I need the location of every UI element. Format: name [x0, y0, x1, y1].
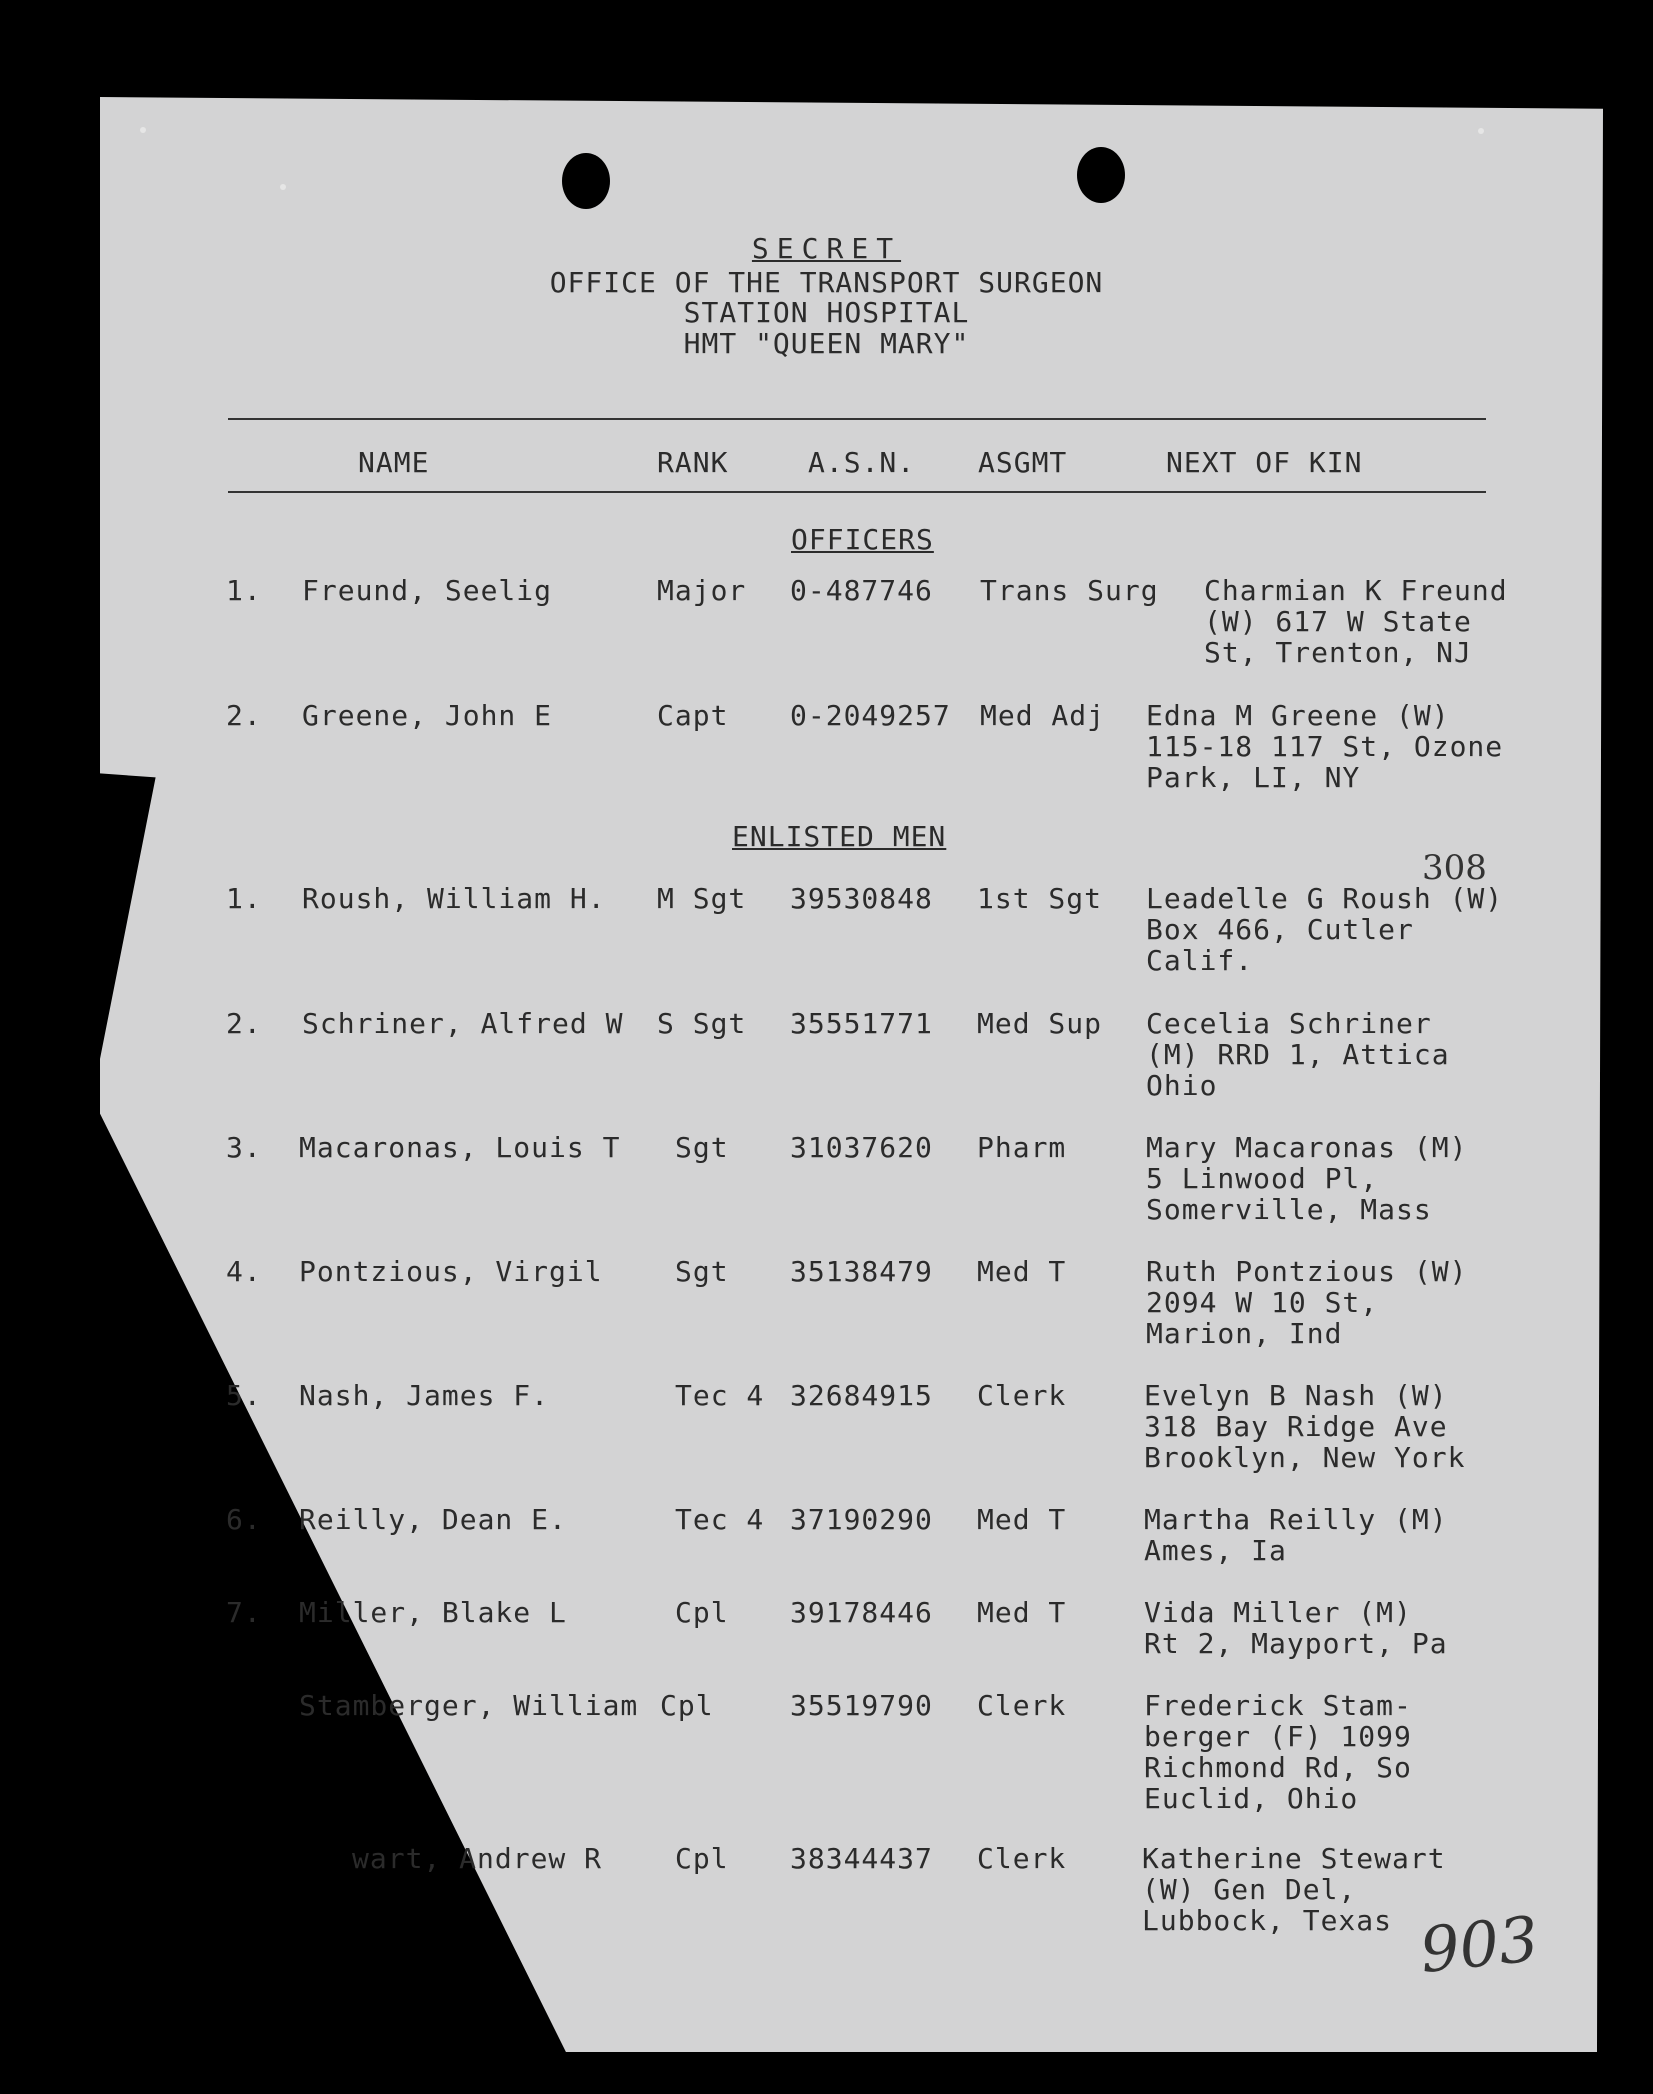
speck — [280, 184, 286, 190]
column-header-name: NAME — [358, 446, 430, 479]
row-rank: Tec 4 — [675, 1503, 765, 1536]
row-asgmt: Clerk — [977, 1689, 1067, 1722]
row-number: 4. — [226, 1255, 262, 1288]
speck — [140, 127, 146, 133]
row-rank: M Sgt — [657, 882, 747, 915]
row-asgmt: Med T — [977, 1596, 1067, 1629]
column-header-asn: A.S.N. — [808, 446, 916, 479]
row-rank: Cpl — [675, 1842, 729, 1875]
row-name: wart, Andrew R — [352, 1842, 603, 1875]
row-asgmt: 1st Sgt — [977, 882, 1103, 915]
row-number: 6. — [226, 1503, 262, 1536]
row-name: Roush, William H. — [302, 882, 606, 915]
row-asn: 39530848 — [790, 882, 933, 915]
row-rank: S Sgt — [657, 1007, 747, 1040]
officers-heading: OFFICERS — [791, 523, 934, 556]
speck — [1478, 128, 1484, 134]
row-asn: 37190290 — [790, 1503, 933, 1536]
row-asn: 39178446 — [790, 1596, 933, 1629]
row-next-of-kin: Vida Miller (M) Rt 2, Mayport, Pa — [1144, 1596, 1448, 1660]
row-next-of-kin: Mary Macaronas (M) 5 Linwood Pl, Somerville, Mass — [1146, 1131, 1468, 1226]
row-name: Macaronas, Louis T — [299, 1131, 621, 1164]
row-rank: Cpl — [660, 1689, 714, 1722]
row-number: 5. — [226, 1379, 262, 1412]
handwritten-page-number: 903 — [1416, 1902, 1542, 1987]
row-asn: 31037620 — [790, 1131, 933, 1164]
row-rank: Sgt — [675, 1131, 729, 1164]
row-number: 7. — [226, 1596, 262, 1629]
row-asn: 0-487746 — [790, 574, 933, 607]
header-rule-top — [228, 418, 1486, 420]
row-asn: 35138479 — [790, 1255, 933, 1288]
row-asn: 0-2049257 — [790, 699, 951, 732]
column-header-rank: RANK — [657, 446, 729, 479]
row-number: 2. — [226, 699, 262, 732]
row-asgmt: Med Sup — [977, 1007, 1103, 1040]
row-next-of-kin: Ruth Pontzious (W) 2094 W 10 St, Marion, Ind — [1146, 1255, 1468, 1350]
classification-heading: SECRET — [751, 232, 902, 265]
row-asgmt: Med Adj — [980, 699, 1106, 732]
row-name: Freund, Seelig — [302, 574, 553, 607]
row-rank: Major — [657, 574, 747, 607]
stamp-number: 308 — [1422, 848, 1487, 888]
row-next-of-kin: Edna M Greene (W) 115-18 117 St, Ozone Park, LI, NY — [1146, 699, 1504, 794]
office-title: OFFICE OF THE TRANSPORT SURGEON — [549, 266, 1104, 299]
row-asgmt: Clerk — [977, 1842, 1067, 1875]
header-rule-bottom — [228, 491, 1486, 493]
row-rank: Tec 4 — [675, 1379, 765, 1412]
row-asn: 35519790 — [790, 1689, 933, 1722]
row-next-of-kin: Frederick Stam- berger (F) 1099 Richmond Rd, So Euclid, Ohio — [1144, 1689, 1412, 1815]
row-asn: 32684915 — [790, 1379, 933, 1412]
row-next-of-kin: Charmian K Freund (W) 617 W State St, Trenton, NJ — [1204, 574, 1508, 669]
unit-title: STATION HOSPITAL — [683, 296, 970, 329]
row-number: 3. — [226, 1131, 262, 1164]
row-number: 1. — [226, 574, 262, 607]
row-next-of-kin: Martha Reilly (M) Ames, Ia — [1144, 1503, 1448, 1567]
row-asgmt: Pharm — [977, 1131, 1067, 1164]
row-name: Miller, Blake L — [299, 1596, 567, 1629]
row-rank: Sgt — [675, 1255, 729, 1288]
column-header-next-of-kin: NEXT OF KIN — [1166, 446, 1363, 479]
row-name: Pontzious, Virgil — [299, 1255, 603, 1288]
row-asgmt: Clerk — [977, 1379, 1067, 1412]
column-header-asgmt: ASGMT — [978, 446, 1068, 479]
row-rank: Capt — [657, 699, 729, 732]
row-asgmt: Med T — [977, 1503, 1067, 1536]
row-name: Nash, James F. — [299, 1379, 550, 1412]
ship-title: HMT "QUEEN MARY" — [683, 327, 970, 360]
row-next-of-kin: Leadelle G Roush (W) Box 466, Cutler Calif. — [1146, 882, 1504, 977]
row-asn: 35551771 — [790, 1007, 933, 1040]
row-asgmt: Trans Surg — [980, 574, 1159, 607]
punch-hole-right — [1077, 147, 1125, 203]
row-number: 1. — [226, 882, 262, 915]
row-next-of-kin: Evelyn B Nash (W) 318 Bay Ridge Ave Brooklyn, New York — [1144, 1379, 1466, 1474]
row-name: Greene, John E — [302, 699, 553, 732]
row-next-of-kin: Cecelia Schriner (M) RRD 1, Attica Ohio — [1146, 1007, 1450, 1102]
row-asn: 38344437 — [790, 1842, 933, 1875]
row-name: Schriner, Alfred W — [302, 1007, 624, 1040]
enlisted-heading: ENLISTED MEN — [732, 820, 947, 853]
row-next-of-kin: Katherine Stewart (W) Gen Del, Lubbock, Texas — [1142, 1842, 1446, 1937]
punch-hole-left — [562, 153, 610, 209]
row-asgmt: Med T — [977, 1255, 1067, 1288]
row-name: Stamberger, William — [299, 1689, 639, 1722]
row-name: Reilly, Dean E. — [299, 1503, 567, 1536]
row-number: 2. — [226, 1007, 262, 1040]
row-rank: Cpl — [675, 1596, 729, 1629]
